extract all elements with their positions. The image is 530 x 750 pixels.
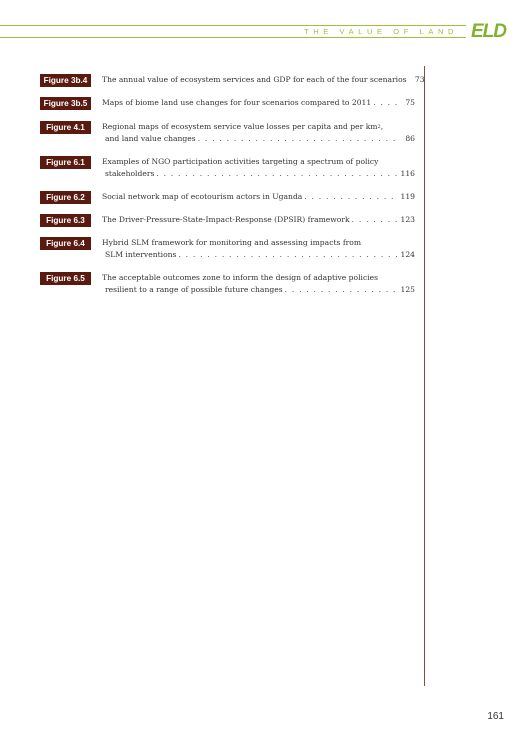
figure-label-badge: Figure 3b.4 (40, 74, 91, 87)
figure-caption (102, 272, 415, 296)
caption-line: stakeholders (105, 169, 155, 178)
figure-caption (102, 74, 425, 86)
page-ref: 119 (400, 192, 415, 201)
caption-line: Examples of NGO participation activities targeting a spectrum of policy (102, 157, 379, 166)
caption-line: The Driver-Pressure-State-Impact-Response (DPSIR) framework (102, 215, 350, 224)
eld-logo (471, 21, 506, 43)
column-rule (424, 66, 425, 686)
page-ref: 123 (400, 215, 415, 224)
figure-caption (102, 237, 415, 261)
page-ref: 125 (400, 285, 415, 294)
figure-label-badge: Figure 6.1 (40, 156, 91, 169)
running-header-title: THE VALUE OF LAND (304, 27, 458, 36)
figure-caption (102, 121, 415, 145)
header-rule-bottom (0, 37, 466, 38)
caption-line: SLM interventions (105, 250, 177, 259)
caption-line: The acceptable outcomes zone to inform the design of adaptive policies (102, 273, 379, 282)
page-ref: 75 (405, 98, 415, 107)
figure-caption (102, 97, 415, 109)
figure-caption (102, 191, 415, 203)
figure-label-badge: Figure 6.4 (40, 237, 91, 250)
caption-line: Social network map of ecotourism actors in Uganda (102, 192, 303, 201)
caption-line: Maps of biome land use changes for four scenarios compared to 2011 (102, 98, 372, 107)
figure-caption (102, 156, 415, 180)
page-number: 161 (487, 711, 504, 722)
page-ref: 73 (414, 75, 425, 84)
figure-label-badge: Figure 6.5 (40, 272, 91, 285)
page-ref: 86 (405, 134, 415, 143)
superscript: 2 (377, 124, 381, 130)
figure-caption (102, 214, 415, 226)
caption-line: Regional maps of ecosystem service value losses per capita and per km (102, 122, 378, 131)
caption-line: and land value changes (105, 134, 196, 143)
figure-label-badge: Figure 6.3 (40, 214, 91, 227)
page-ref: 124 (400, 250, 415, 259)
caption-line: resilient to a range of possible future changes (105, 285, 283, 294)
caption-line: Hybrid SLM framework for monitoring and assessing impacts from (102, 238, 362, 247)
figure-label-badge: Figure 6.2 (40, 191, 91, 204)
caption-tail: , (380, 122, 384, 131)
eld-logo-text: ELD (471, 21, 506, 42)
figure-label-badge: Figure 3b.5 (40, 97, 91, 110)
header-rule-top (0, 25, 466, 26)
page-ref: 116 (400, 169, 415, 178)
figure-label-badge: Figure 4.1 (40, 121, 91, 134)
caption-line: The annual value of ecosystem services and GDP for each of the four scenarios (102, 75, 407, 84)
